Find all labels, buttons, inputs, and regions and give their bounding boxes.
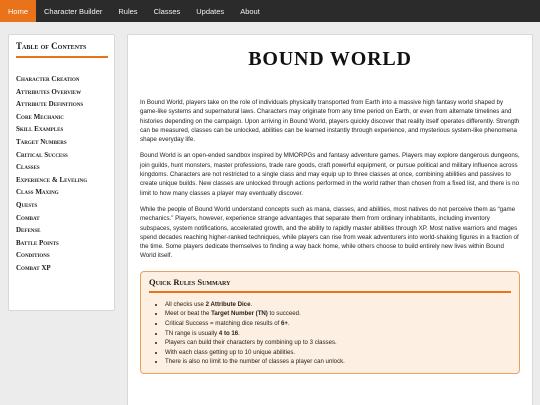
summary-item: • Players can build their characters by combining up to 3 classes. <box>165 338 511 348</box>
toc-link-critical-success[interactable]: Critical Success <box>16 150 68 159</box>
table-of-contents-sidebar <box>8 34 115 311</box>
toc-title: Table of Contents <box>16 41 108 58</box>
toc-link-skill-examples[interactable]: Skill Examples <box>16 125 64 134</box>
summary-item: • Meet or beat the Target Number (TN) to succeed. <box>165 309 511 319</box>
toc-link-defense[interactable]: Defense <box>16 226 41 235</box>
nav-updates[interactable]: Updates <box>196 6 225 16</box>
toc-link-battle-points[interactable]: Battle Points <box>16 238 59 247</box>
natives-paragraph: While the people of Bound World understand concepts such as mana, classes, and abilities, most natives do not perceive them as “game mechanics.” Players, however, experience strange advantages that separate them from ordinary inhabitants, including inventory subspaces, system notifications, accelerated growth, and the ability to rapidly master abilities through XP. Most native warriors and mages spend decades reaching higher-ranked techniques, while players can rise from weak adventurers into world-shaking figures in a fraction of the time. Some players dedicate themselves to finding a way back home, while others choose to build entirely new lives within Bound World itself. <box>140 205 519 260</box>
toc-link-classes[interactable]: Classes <box>16 163 40 172</box>
toc-link-attributes-overview[interactable]: Attributes Overview <box>16 87 82 96</box>
quick-rules-summary-box <box>140 271 520 374</box>
nav-about[interactable]: About <box>240 6 260 16</box>
summary-title: Quick Rules Summary <box>149 277 511 293</box>
page-title: BOUND WORLD <box>248 48 412 70</box>
intro-paragraph: In Bound World, players take on the role of individuals physically transported from Earth into a massive high fantasy world shaped by game-like systems and supernatural laws. Characters may originate from any time period on Earth, or even from alternate timelines and histories depending on the campaign. Upon arriving in Bound World, players quickly discover that reality itself operates differently. Strength can be measured, classes can be unlocked, abilities can be learned instantly through experience, and mysterious system-like phenomena shape everyday life. <box>140 99 520 144</box>
toc-link-combat[interactable]: Combat <box>16 213 40 222</box>
toc-link-experience-leveling[interactable]: Experience & Leveling <box>16 175 88 184</box>
sandbox-paragraph: Bound World is an open-ended sandbox inspired by MMORPGs and fantasy adventure games. Players may explore dangerous dungeons, join guilds, hunt monsters, master professions, trade rare goods, craft powerful equipment, or pursue political and military influence across kingdoms. Characters are not restricted to a single class and may equip up to three classes at once, combining abilities and passives to create unique builds. New classes are unlocked through actions performed in the world rather than chosen from a fixed list, and there is no limit to how many classes a player may eventually discover. <box>140 152 520 197</box>
nav-rules[interactable]: Rules <box>118 6 138 16</box>
toc-link-target-numbers[interactable]: Target Numbers <box>16 137 67 146</box>
toc-link-character-creation[interactable]: Character Creation <box>16 75 80 83</box>
summary-item: • There is also no limit to the number of classes a player can unlock. <box>165 357 511 367</box>
summary-item: • Critical Success = matching dice results of 6+. <box>165 319 511 329</box>
toc-link-quests[interactable]: Quests <box>16 200 38 209</box>
nav-home[interactable]: Home <box>0 0 36 22</box>
top-navbar <box>0 0 540 22</box>
toc-link-conditions[interactable]: Conditions <box>16 251 50 260</box>
summary-item: • With each class getting up to 10 unique abilities. <box>165 348 511 358</box>
toc-link-class-maxing[interactable]: Class Maxing <box>16 188 59 197</box>
nav-classes[interactable]: Classes <box>153 6 181 16</box>
toc-link-combat-xp[interactable]: Combat XP <box>16 263 51 272</box>
summary-list <box>149 300 511 367</box>
summary-item: • TN range is usually 4 to 16. <box>165 329 511 339</box>
toc-list <box>16 73 108 275</box>
summary-item: • All checks use 2 Attribute Dice. <box>165 300 511 310</box>
nav-character-builder[interactable]: Character Builder <box>44 6 103 16</box>
toc-link-core-mechanic[interactable]: Core Mechanic <box>16 112 64 121</box>
main-content <box>127 34 533 405</box>
toc-link-attribute-definitions[interactable]: Attribute Definitions <box>16 100 84 109</box>
